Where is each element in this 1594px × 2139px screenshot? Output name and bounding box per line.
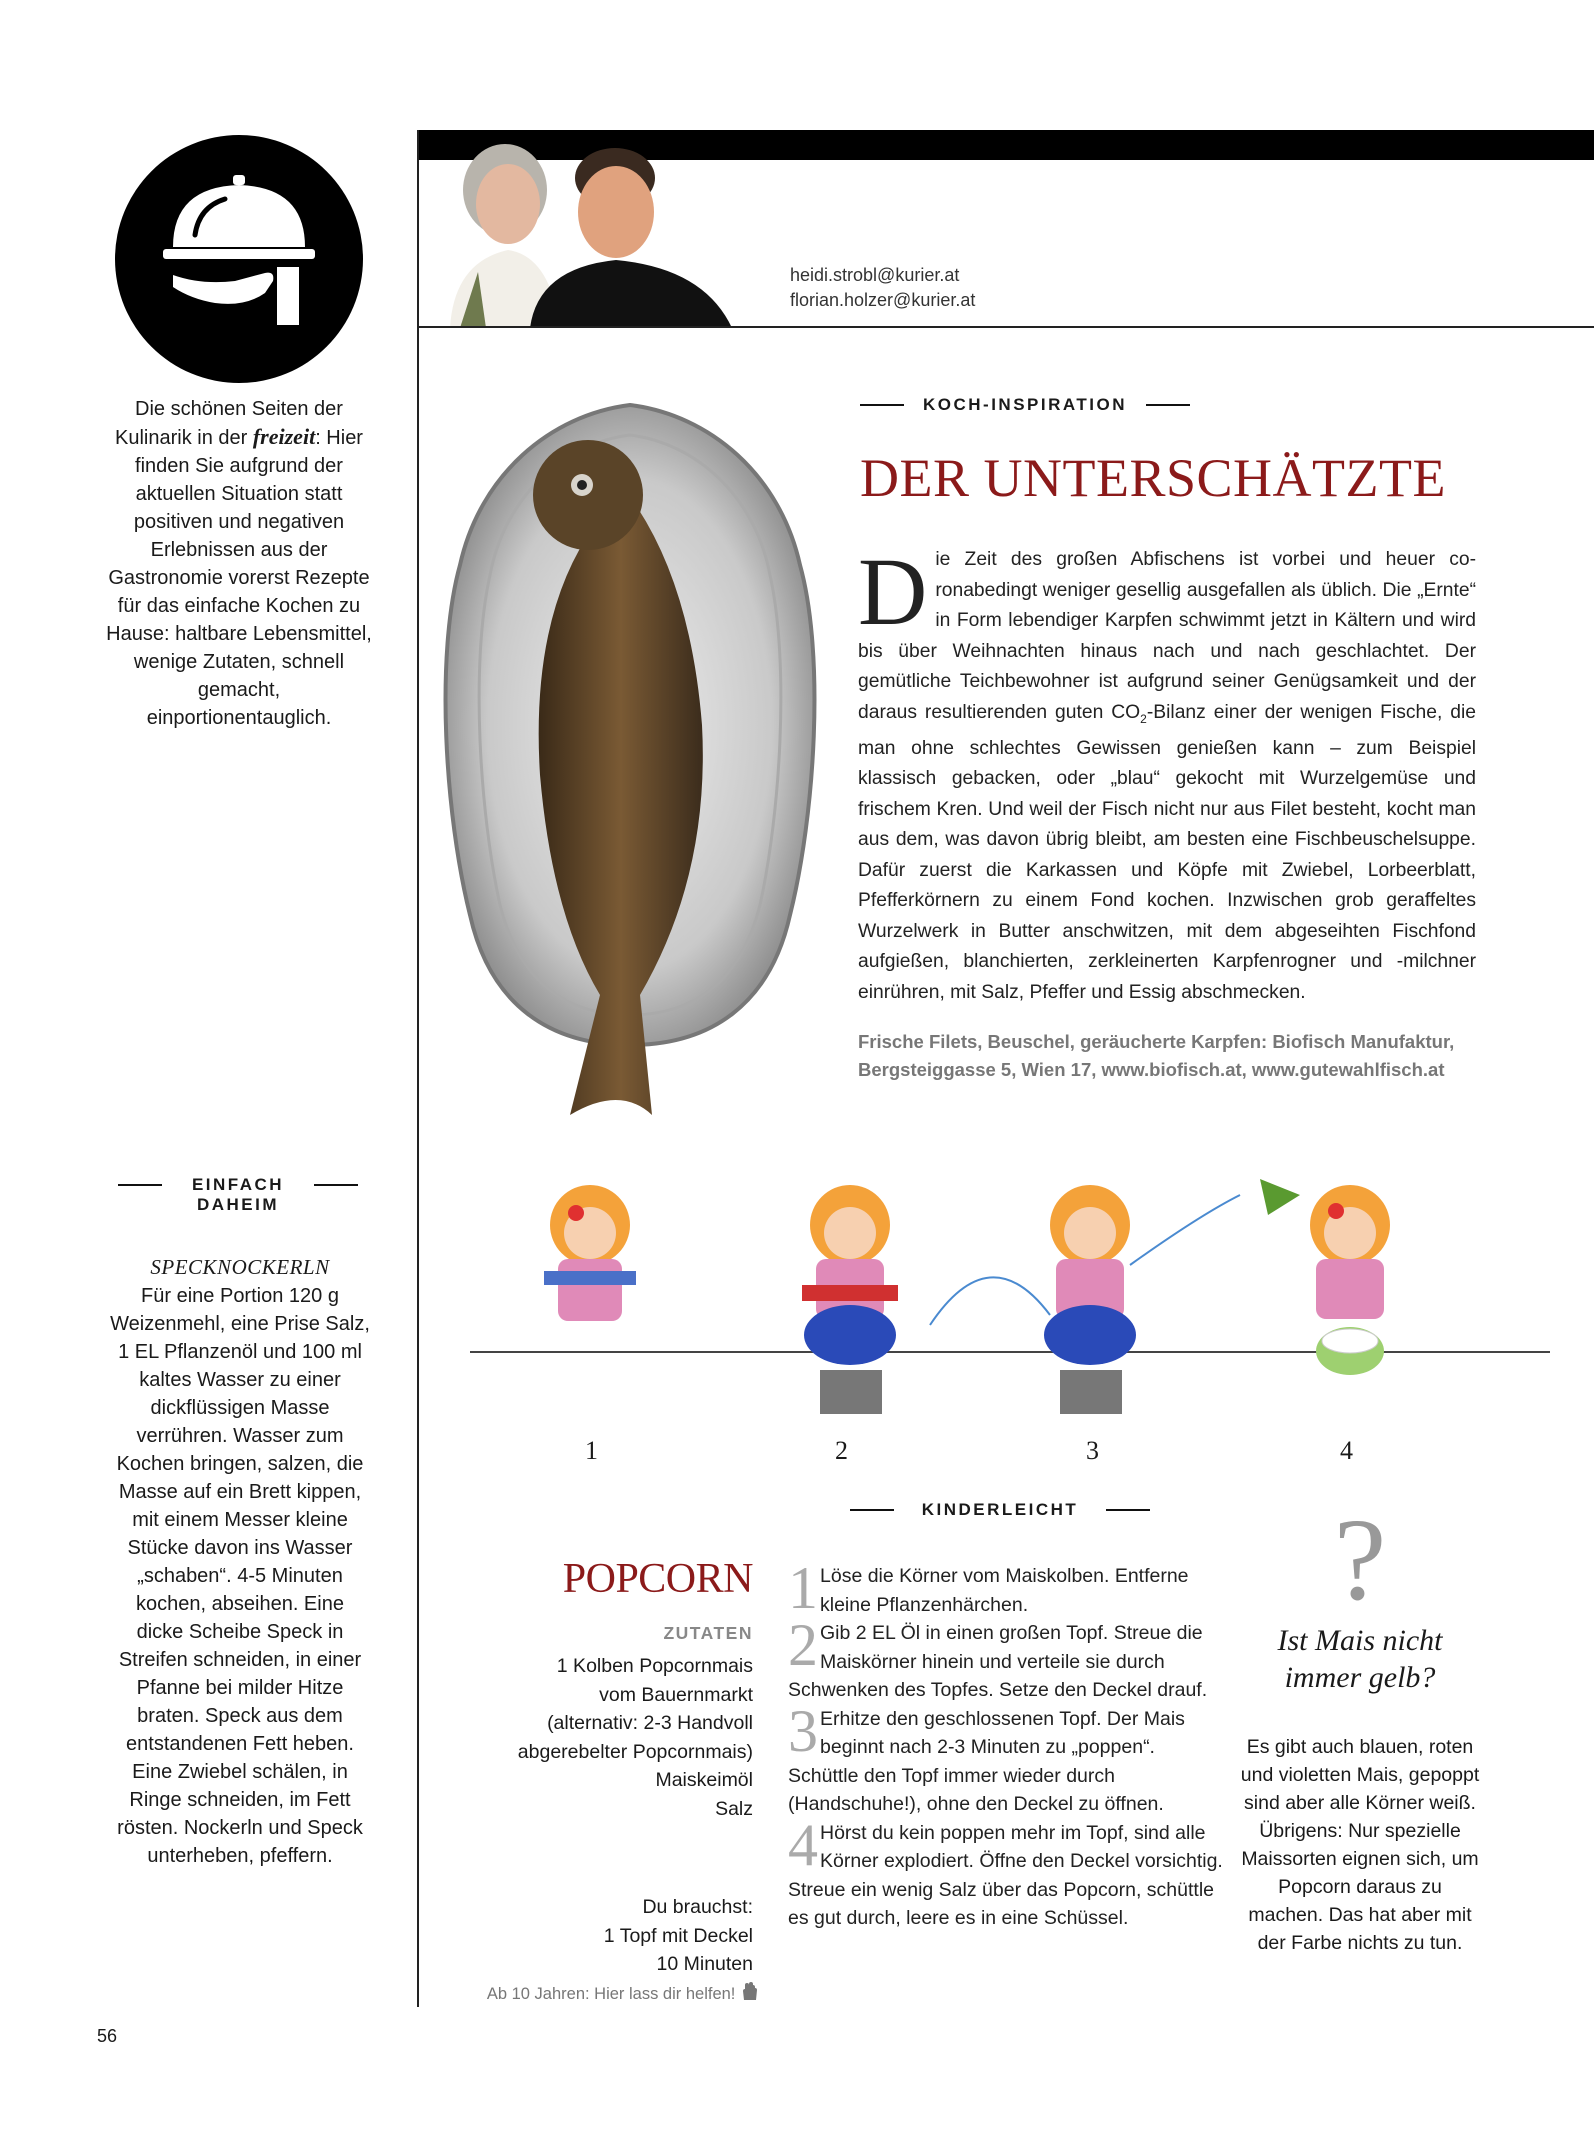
popcorn-steps [788,1555,1228,1933]
carp-on-platter-image [420,395,840,1125]
hand-icon [740,1982,760,2002]
ingredients-list [455,1652,753,1823]
author-emails [790,263,975,313]
illustration-step-3: 3 [1086,1436,1099,1465]
ingredient-line: Maiskeimöl [655,1769,753,1791]
cloche-icon [115,135,363,383]
equipment-line: Du brauchst: [642,1896,753,1918]
age-note: Ab 10 Jahren: Hier lass dir helfen! [420,1982,760,2004]
step-number: 3 [788,1697,818,1764]
step-1: 1 Löse die Körner vom Maiskolben. Entferne kleine Pflanzenhärchen. [788,1555,1189,1621]
popcorn-title: POPCORN [562,1556,753,1602]
ingredient-line: Salz [715,1797,753,1820]
equipment-line: 10 Minuten [656,1953,753,1975]
email-florian[interactable]: florian.holzer@kurier.at [790,290,976,310]
step-number: 1 [788,1555,818,1621]
equipment-list [500,1893,753,1979]
equipment-line: 1 Topf mit Deckel [603,1924,753,1947]
illustration-step-2: 2 [835,1436,848,1465]
brand-name: freizeit [252,424,316,449]
step-number: 4 [788,1811,818,1878]
article-body: Die Zeit des großen Abfischens ist vorbei und heuer co-ronabedingt weniger gesellig ausgefallen als üblich. Die „Ernte“ in Form lebendiger Karpfen schwimmt jetzt in Kältern und wird bis über Weihnachten hinaus nach und nach geschlachtet. Der gemütliche Teichbewohner ist aufgrund seiner Genügsamkeit und der daraus resultierenden guten $CO_2$-Bilanz einer der wenigen Fische, die man ohne schlechtes Gewissen genießen kann – zum Beispiel klassisch gebacken, oder „blau“ gekocht mit Wurzelgemüse und frischem Kren. Und weil der Fisch nicht nur aus Filet besteht, kocht man aus dem, was davon übrig bleibt, am besten eine Fischbeuschelsuppe. Dafür zuerst die Karkassen und Köpfe mit Zwiebel, Lorbeerblatt, Pfefferkörnern zu einem Fond kochen. Inzwischen grob geraffeltes Wurzelwerk in Butter anschwitzen, mit dem abgeseihten Fischfond aufgießen, blanchierten, zerkleinerten Karpfenrogner und -milchner einrühren, mit Salz, Pfeffer und Essig abschmecken. [858,538,1476,1003]
ingredient-line: abgerebelter Popcornmais) [517,1740,753,1763]
article-headline: DER UNTERSCHÄTZTE [860,448,1446,508]
ingredients-label: ZUTATEN [663,1623,753,1643]
column-divider [417,130,419,2007]
step-3: 3 Erhitze den geschlossenen Topf. Der Mais beginnt nach 2-3 Minuten zu „poppen“. Schüttle den Topf immer wieder durch (Handschuhe!), ohne den Deckel zu öffnen. [788,1697,1185,1815]
author-photos [420,132,750,328]
specknockerln-text: Für eine Portion 120 g Weizenmehl, eine Prise Salz, 1 EL Pflanzenöl und 100 ml kaltes Wasser zu einer dickflüssigen Masse verrühren. Wasser zum Kochen bringen, salzen, die Masse auf ein Brett kippen, mit einem Messer kleine Stücke davon ins Wasser „schaben“. 4-5 Minuten kochen, abseihen. Eine dicke Scheibe Speck in Streifen schneiden, in einer Pfanne bei milder Hitze braten. Speck aus dem entstandenen Fett heben. Eine Zwiebel schälen, in Ringe schneiden, im Fett rösten. Nockerln und Speck unterheben, pfeffern. [110,1285,370,1867]
specknockerln-title: SPECKNOCKERLN [150,1255,330,1279]
ingredient-line: vom Bauernmarkt [599,1683,753,1706]
step-4: 4 Hörst du kein poppen mehr im Topf, sind alle Körner explodiert. Öffne den Deckel vorsichtig. Streue ein wenig Salz über das Popcorn, schüttle es gut durch, leere es in eine Schüssel. [788,1811,1223,1929]
page-number: 56 [97,2026,118,2046]
illustration-step-4: 4 [1340,1436,1353,1465]
kinderleicht-label: KINDERLEICHT [850,1500,1150,1520]
popcorn-steps-illustration [470,1175,1550,1475]
ingredient-line: (alternativ: 2-3 Handvoll [547,1712,753,1734]
step-number: 2 [788,1612,818,1678]
drop-cap: D [858,538,928,645]
question-mark: ? [1333,1494,1387,1625]
header-rule [419,326,1594,328]
koch-inspiration-label: KOCH-INSPIRATION [860,395,1190,415]
question-answer: Es gibt auch blauen, roten und violetten Mais, gepoppt sind aber alle Körner weiß. Übrigens: Nur spezielle Maissorten eignen sich, um Popcorn daraus zu machen. Das hat aber mit der Farbe nichts zu tun. [1240,1736,1480,1954]
intro-text: Die schönen Seiten der Kulinarik in der freizeit: Hier finden Sie aufgrund der aktuellen Situation statt positiven und negativen Erlebnissen aus der Gastronomie vorerst Rezepte für das einfache Kochen zu Hause: haltbare Lebensmittel, wenige Zutaten, schnell gemacht, einportionentauglich. [106,398,372,729]
question-title: Ist Mais nicht immer gelb? [1277,1624,1443,1694]
email-heidi[interactable]: heidi.strobl@kurier.at [790,265,960,285]
illustration-step-1: 1 [585,1436,598,1465]
logo-circle [115,135,363,383]
ingredient-line: 1 Kolben Popcornmais [556,1655,753,1677]
article-source: Frische Filets, Beuschel, geräucherte Karpfen: Biofisch Manufaktur, Bergsteiggasse 5, Wien 17, www.biofisch.at, www.gutewahlfisch.at [858,1031,1455,1080]
step-2: 2 Gib 2 EL Öl in einen großen Topf. Streue die Maiskörner hinein und verteile sie durch Schwenken des Topfes. Setze den Deckel drauf. [788,1612,1208,1701]
einfach-daheim-label: EINFACH DAHEIM [118,1175,358,1215]
